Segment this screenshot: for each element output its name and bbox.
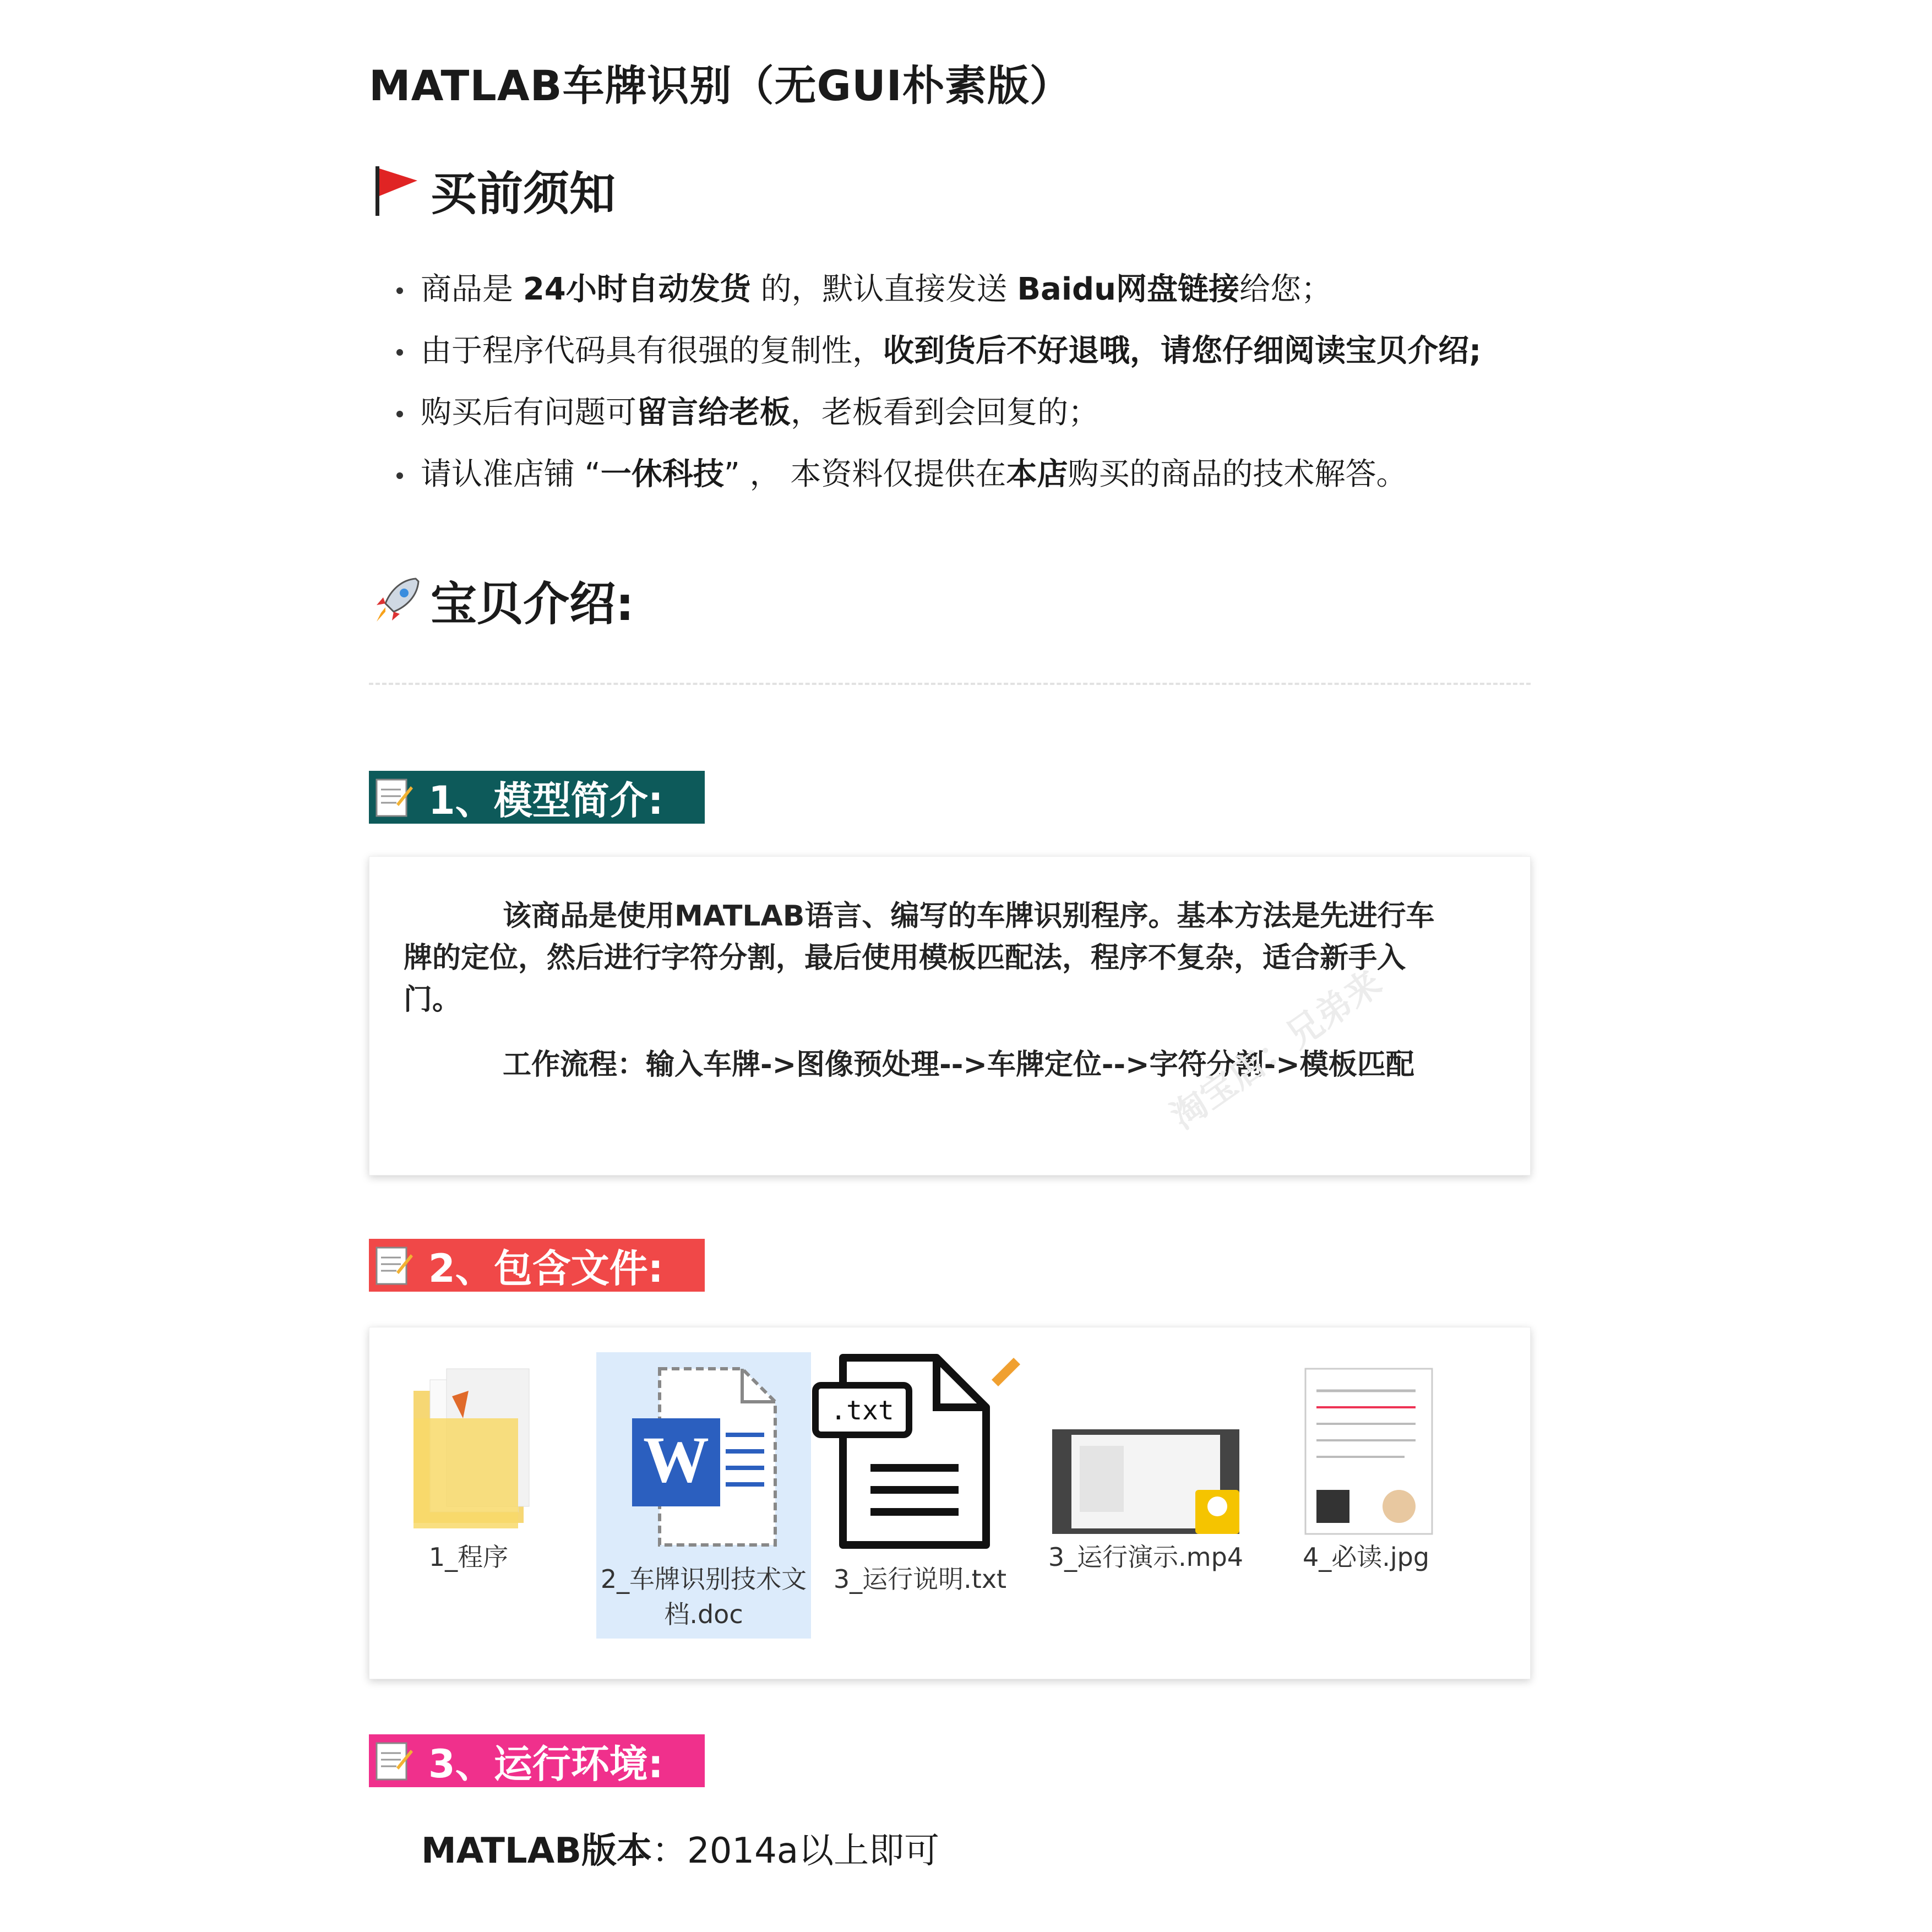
file-name: 4_必读.jpg <box>1302 1542 1430 1572</box>
notice-list <box>396 259 1542 505</box>
file-item-video[interactable] <box>1041 1358 1250 1575</box>
notice-item: 请认准店铺 “一休科技” ， 本资料仅提供在本店购买的商品的技术解答。 <box>396 444 1542 505</box>
intro-heading: 宝贝介绍: <box>431 577 634 631</box>
watermark: 淘宝店：兄弟来 <box>1163 962 1390 1138</box>
memo-icon <box>374 1740 414 1782</box>
section-tag-files <box>369 1239 705 1292</box>
env-label: MATLAB版本 <box>421 1831 652 1871</box>
notice-heading-row <box>369 157 616 224</box>
notice-item: 由于程序代码具有很强的复制性，收到货后不好退哦，请您仔细阅读宝贝介绍; <box>396 320 1542 382</box>
notice-item: 商品是 24小时自动发货 的，默认直接发送 Baidu网盘链接给您； <box>396 259 1542 320</box>
txt-file-icon <box>810 1347 1030 1561</box>
section-tag-label: 2、包含文件: <box>428 1245 663 1291</box>
memo-icon <box>374 1244 414 1286</box>
description-paragraph: 该商品是使用MATLAB语言、编写的车牌识别程序。基本方法是先进行车牌的定位，然后进行字符分割，最后使用模板匹配法，程序不复杂，适合新手入门。 <box>404 900 1435 1016</box>
video-file-icon <box>1047 1358 1245 1539</box>
intro-heading-row <box>369 567 634 634</box>
file-item-program[interactable] <box>402 1358 535 1575</box>
section-tag-env <box>369 1734 705 1787</box>
model-description-card <box>369 856 1531 1175</box>
files-card <box>369 1327 1531 1679</box>
memo-icon <box>374 776 414 818</box>
folder-icon <box>402 1358 535 1539</box>
svg-text:W: W <box>643 1423 709 1496</box>
svg-text:.txt: .txt <box>830 1395 894 1426</box>
section-tag-label: 1、模型简介: <box>428 777 663 823</box>
page-title: MATLAB车牌识别（无GUI朴素版） <box>369 61 1072 110</box>
section-tag-label: 3、运行环境: <box>428 1741 663 1787</box>
file-item-txt[interactable] <box>810 1358 1030 1597</box>
divider <box>369 683 1531 685</box>
image-file-icon <box>1294 1358 1438 1539</box>
file-name: 1_程序 <box>428 1542 509 1572</box>
section-tag-model <box>369 771 705 824</box>
file-item-doc[interactable] <box>596 1352 811 1639</box>
env-value: ：2014a以上即可 <box>652 1831 940 1871</box>
file-item-image[interactable] <box>1283 1358 1449 1575</box>
file-name: 3_运行说明.txt <box>833 1564 1007 1594</box>
workflow-paragraph: 工作流程：输入车牌->图像预处理-->车牌定位-->字符分割->模板匹配 <box>503 1048 1414 1081</box>
notice-heading: 买前须知 <box>431 167 616 221</box>
file-name: 3_运行演示.mp4 <box>1048 1542 1244 1572</box>
word-doc-icon <box>621 1358 786 1561</box>
flag-icon <box>369 163 424 218</box>
rocket-icon <box>369 573 424 628</box>
file-name: 2_车牌识别技术文档.doc <box>600 1564 807 1629</box>
notice-item: 购买后有问题可留言给老板，老板看到会回复的； <box>396 382 1542 444</box>
runtime-env <box>421 1822 939 1873</box>
